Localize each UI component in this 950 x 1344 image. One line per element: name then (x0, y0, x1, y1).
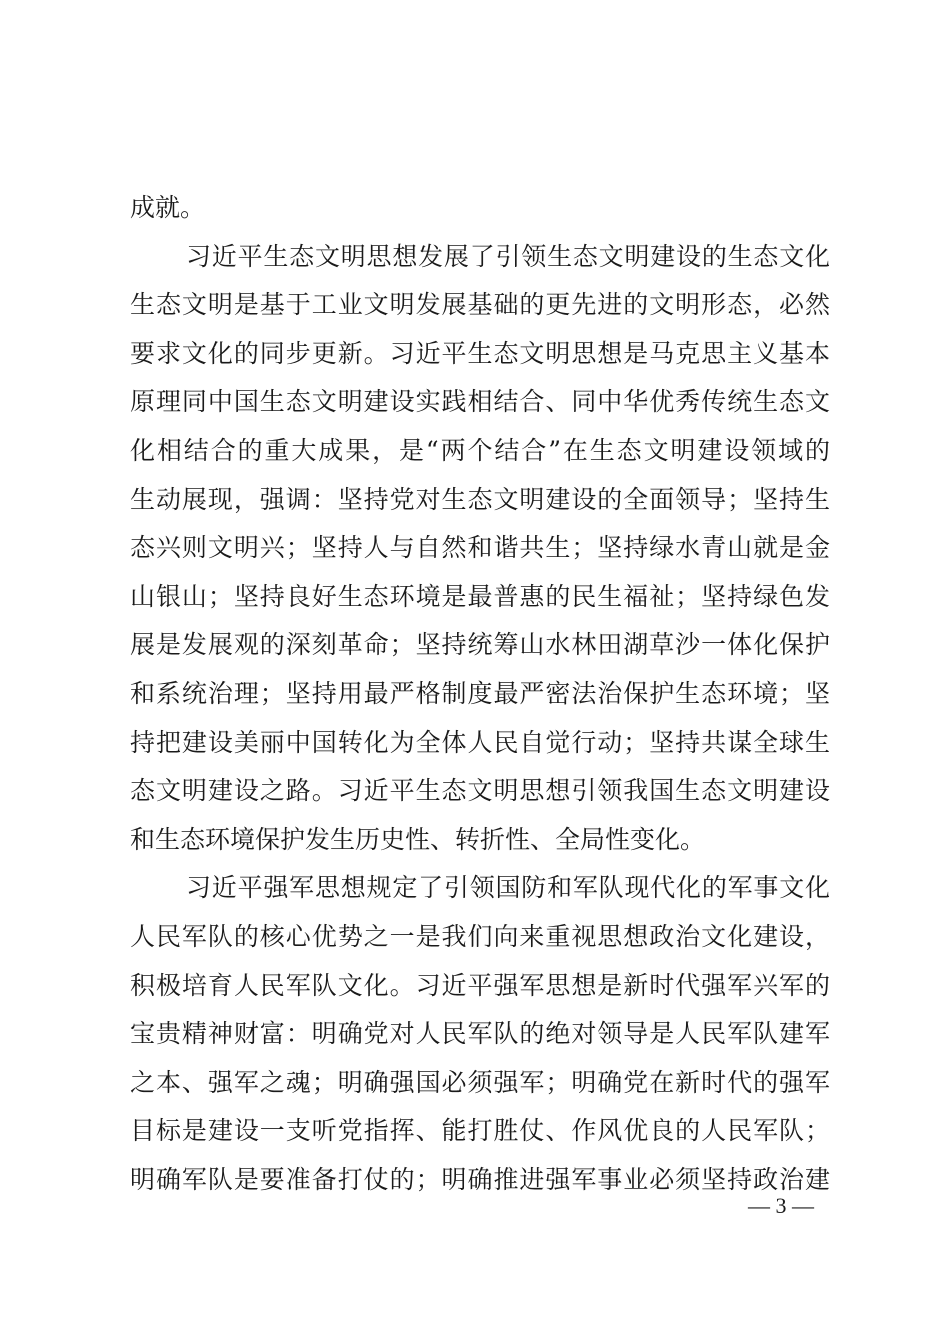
text-line: 宝贵精神财富：明确党对人民军队的绝对领导是人民军队建军 (130, 1019, 830, 1049)
text-line: 明确军队是要准备打仗的；明确推进强军事业必须坚持政治建 (130, 1164, 830, 1194)
text-line: 人民军队的核心优势之一是我们向来重视思想政治文化建设， (130, 921, 830, 951)
text-line: 持把建设美丽中国转化为全体人民自觉行动；坚持共谋全球生 (130, 727, 830, 757)
text-line: 生态文明是基于工业文明发展基础的更先进的文明形态，必然 (130, 290, 830, 320)
page-number: — 3 — (748, 1193, 814, 1218)
paragraph-first-line: 习近平生态文明思想发展了引领生态文明建设的生态文化 (186, 241, 830, 271)
text-line: 态兴则文明兴；坚持人与自然和谐共生；坚持绿水青山就是金 (130, 533, 830, 563)
text-line: 目标是建设一支听党指挥、能打胜仗、作风优良的人民军队； (130, 1116, 830, 1146)
text-line: 和生态环境保护发生历史性、转折性、全局性变化。 (130, 824, 706, 854)
text-line: 和系统治理；坚持用最严格制度最严密法治保护生态环境；坚 (130, 678, 830, 708)
text-line: 成就。 (130, 193, 206, 222)
paragraph-first-line: 习近平强军思想规定了引领国防和军队现代化的军事文化 (186, 873, 830, 903)
body-text (130, 184, 830, 1204)
text-line: 态文明建设之路。习近平生态文明思想引领我国生态文明建设 (130, 776, 830, 806)
text-line: 山银山；坚持良好生态环境是最普惠的民生福祉；坚持绿色发 (130, 581, 830, 611)
text-line: 展是发展观的深刻革命；坚持统筹山水林田湖草沙一体化保护 (130, 630, 830, 660)
text-line: 原理同中国生态文明建设实践相结合、同中华优秀传统生态文 (130, 387, 830, 417)
text-line: 生动展现，强调：坚持党对生态文明建设的全面领导；坚持生 (130, 484, 830, 514)
text-line: 要求文化的同步更新。习近平生态文明思想是马克思主义基本 (130, 338, 830, 368)
text-line: 积极培育人民军队文化。习近平强军思想是新时代强军兴军的 (130, 970, 830, 1000)
text-line: 化相结合的重大成果，是“两个结合”在生态文明建设领域的 (130, 435, 830, 465)
text-line: 之本、强军之魂；明确强国必须强军；明确党在新时代的强军 (130, 1067, 830, 1097)
